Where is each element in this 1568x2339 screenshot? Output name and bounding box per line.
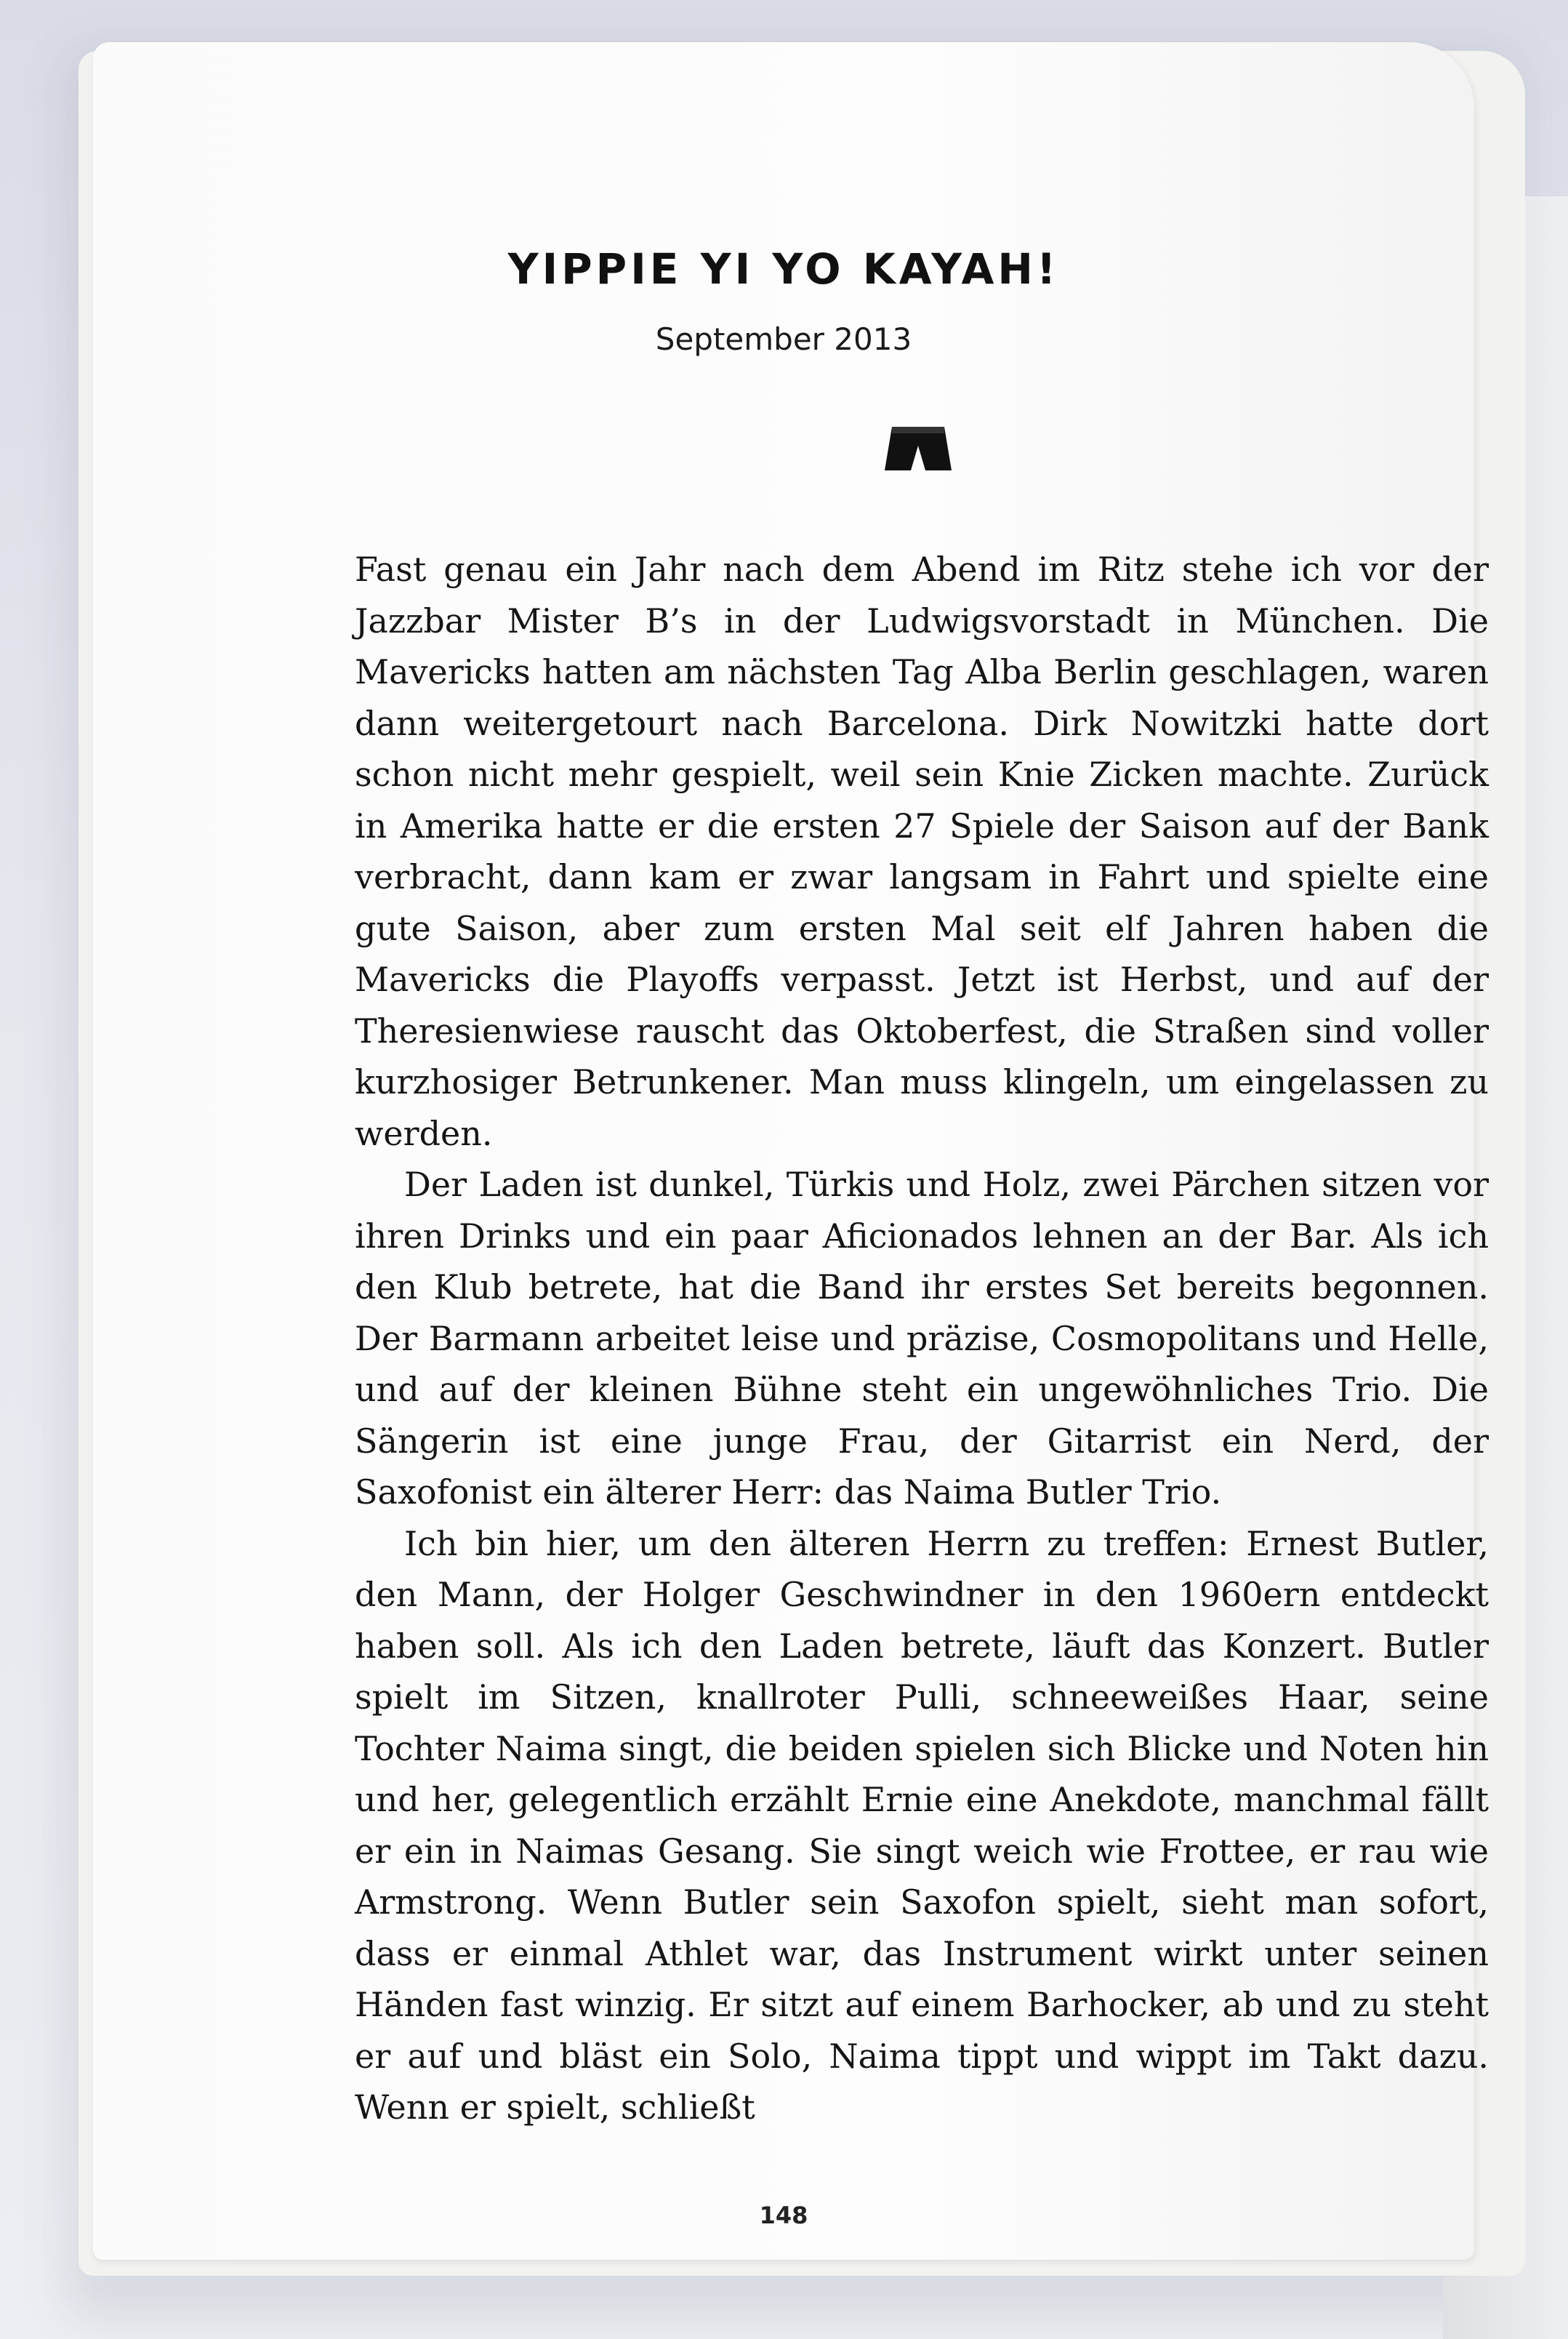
body-text xyxy=(355,544,1489,2133)
chapter-date: September 2013 xyxy=(655,321,912,357)
page-number: 148 xyxy=(759,2202,808,2229)
paragraph-1: Fast genau ein Jahr nach dem Abend im Ritz stehe ich vor der Jazzbar Mister B’s in der Ludwigsvorstadt in München. Die Mavericks hatten am nächsten Tag Alba Berlin geschlagen, waren dann weitergetourt nach Barcelona. Dirk Nowitzki hatte dort schon nicht mehr gespielt, weil sein Knie Zicken machte. Zurück in Amerika hatte er die ersten 27 Spiele der Saison auf der Bank verbracht, dann kam er zwar langsam in Fahrt und spielte eine gute Saison, aber zum ersten Mal seit elf Jahren haben die Mavericks die Playoffs verpasst. Jetzt ist Herbst, und auf der Theresienwiese rauscht das Oktoberfest, die Straßen sind voller kurzhosiger Betrunkener. Man muss klingeln, um eingelassen zu werden. xyxy=(355,550,1489,1153)
shorts-icon xyxy=(882,424,954,475)
paragraph-2: Der Laden ist dunkel, Türkis und Holz, zwei Pärchen sitzen vor ihren Drinks und ein paar Aficionados lehnen an der Bar. Als ich den Klub betrete, hat die Band ihr erstes Set bereits begonnen. Der Barmann arbeitet leise und präzise, Cosmopolitans und Helle, und auf der kleinen Bühne steht ein ungewöhnliches Trio. Die Sängerin ist eine junge Frau, der Gitarrist ein Nerd, der Saxofonist ein älterer Herr: das Naima Butler Trio. xyxy=(355,1165,1489,1512)
paragraph-3: Ich bin hier, um den älteren Herrn zu treffen: Ernest Butler, den Mann, der Holger Geschwindner in den 1960ern entdeckt haben soll. Als ich den Laden betrete, läuft das Konzert. Butler spielt im Sitzen, knallroter Pulli, schneeweißes Haar, seine Tochter Naima singt, die beiden spielen sich Blicke und Noten hin und her, gelegentlich erzählt Ernie eine Anekdote, manchmal fällt er ein in Naimas Gesang. Sie singt weich wie Frottee, er rau wie Armstrong. Wenn Butler sein Saxofon spielt, sieht man sofort, dass er einmal Athlet war, das Instrument wirkt unter seinen Händen fast winzig. Er sitzt auf einem Barhocker, ab und zu steht er auf und bläst ein Solo, Naima tippt und wippt im Takt dazu. Wenn er spielt, schließt xyxy=(355,1523,1489,2127)
chapter-title: YIPPIE YI YO KAYAH! xyxy=(507,244,1060,294)
book-page xyxy=(93,42,1489,2260)
